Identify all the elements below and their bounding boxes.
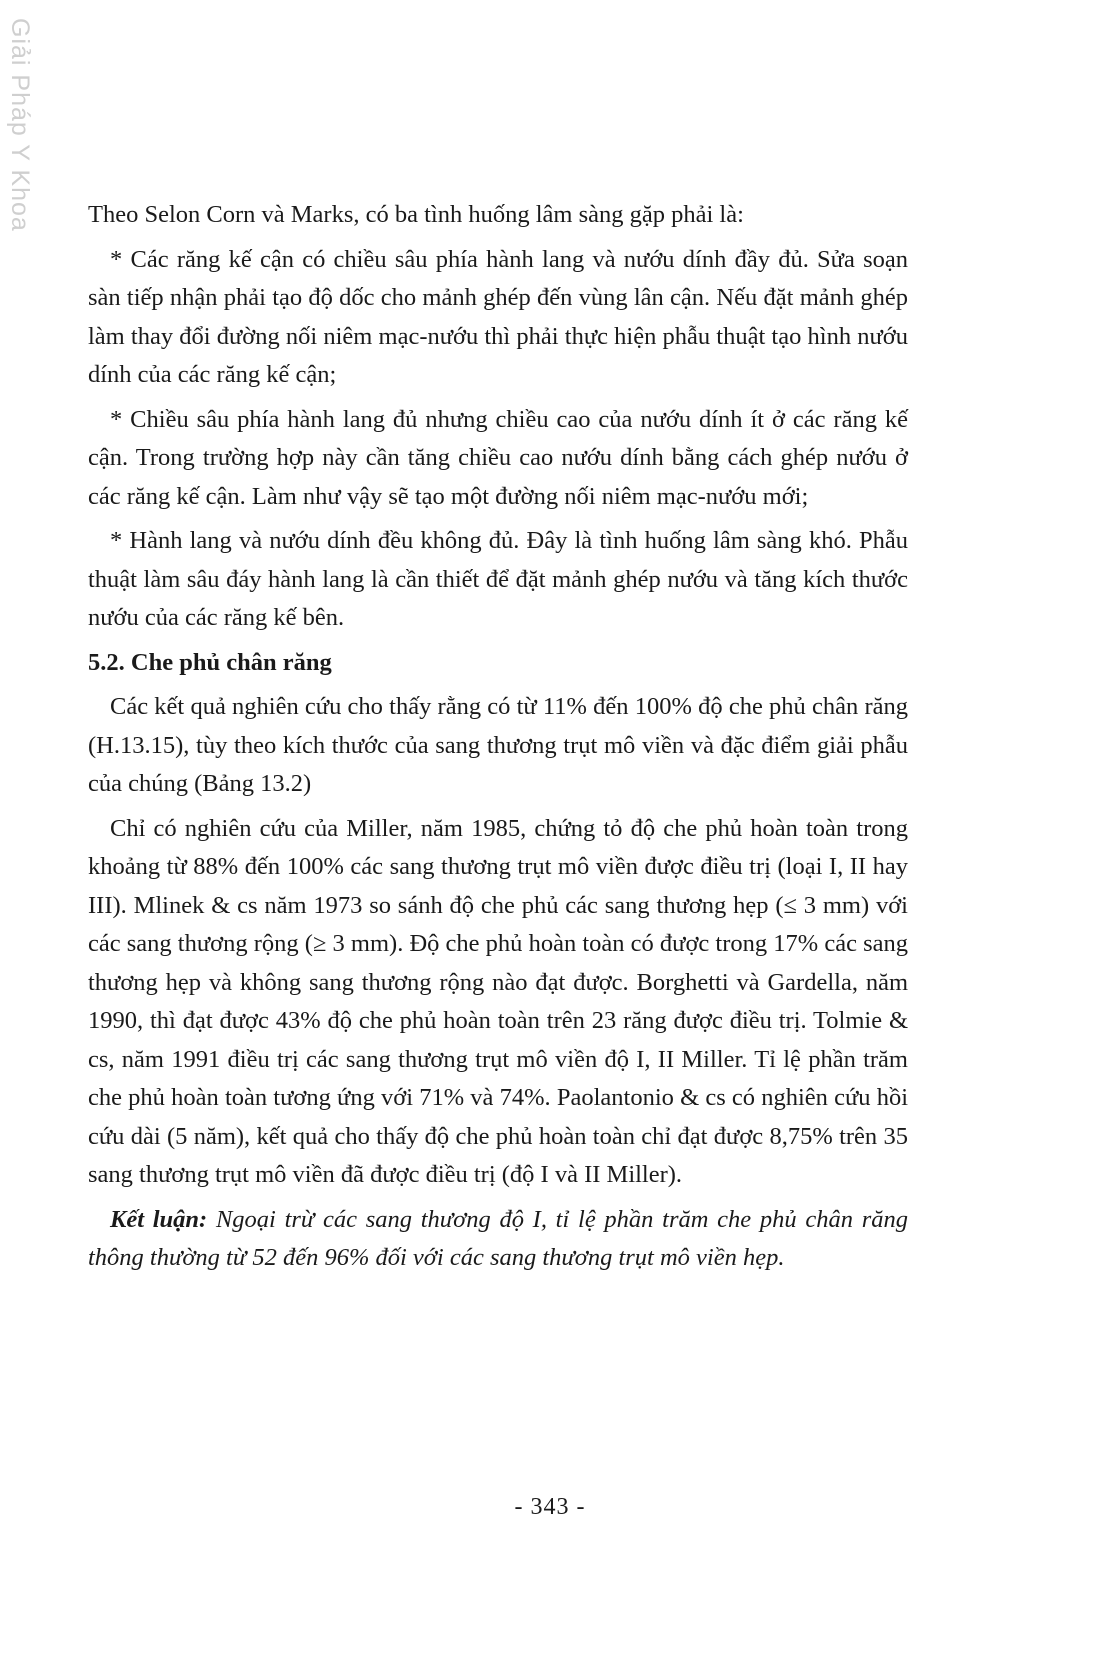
intro-paragraph: Theo Selon Corn và Marks, có ba tình huống lâm sàng gặp phải là: (88, 201, 744, 228)
list-item: * Chiều sâu phía hành lang đủ nhưng chiều cao của nướu dính ít ở các răng kế cận. Trong trường hợp này cần tăng chiều cao nướu dính bằng cách ghép nướu ở các răng kế cận. Làm như vậy sẽ tạo một đường nối niêm mạc-nướu mới; (88, 405, 908, 510)
conclusion-label: Kết luận: (110, 1205, 208, 1233)
body-paragraph: Chỉ có nghiên cứu của Miller, năm 1985, chứng tỏ độ che phủ hoàn toàn trong khoảng từ 88% đến 100% các sang thương trụt mô viền được điều trị (loại I, II hay III). Mlinek & cs năm 1973 so sánh độ che phủ các sang thương hẹp (≤ 3 mm) với các sang thương rộng (≥ 3 mm). Độ che phủ hoàn toàn có được trong 17% các sang thương hẹp và không sang thương rộng nào đạt được. Borghetti và Gardella, năm 1990, thì đạt được 43% độ che phủ hoàn toàn trên 23 răng được điều trị. Tolmie & cs, năm 1991 điều trị các sang thương trụt mô viền độ I, II Miller. Tỉ lệ phần trăm che phủ hoàn toàn tương ứng với 71% và 74%. Paolantonio & cs có nghiên cứu hồi cứu dài (5 năm), kết quả cho thấy độ che phủ hoàn toàn chỉ đạt được 8,75% trên 35 sang thương trụt mô viền đã được điều trị (độ I và II Miller). (88, 814, 908, 1188)
conclusion-text: Ngoại trừ các sang thương độ I, tỉ lệ phần trăm che phủ chân răng thông thường từ 52 đến 96% đối với các sang thương trụt mô viền hẹp. (88, 1205, 908, 1271)
body-paragraph: Các kết quả nghiên cứu cho thấy rằng có từ 11% đến 100% độ che phủ chân răng (H.13.15), tùy theo kích thước của sang thương trụt mô viền và đặc điểm giải phẫu của chúng (Bảng 13.2) (88, 693, 908, 797)
section-heading: 5.2. Che phủ chân răng (88, 648, 332, 676)
conclusion-paragraph (88, 1201, 908, 1278)
page-number: - 343 - (514, 1494, 586, 1520)
watermark: Giải Pháp Y Khoa (6, 18, 34, 232)
list-item: * Các răng kế cận có chiều sâu phía hành lang và nướu dính đầy đủ. Sửa soạn sàn tiếp nhận phải tạo độ dốc cho mảnh ghép đến vùng lân cận. Nếu đặt mảnh ghép làm thay đổi đường nối niêm mạc-nướu thì phải thực hiện phẫu thuật tạo hình nướu dính của các răng kế cận; (88, 245, 908, 388)
page-body (88, 196, 908, 1284)
list-item: * Hành lang và nướu dính đều không đủ. Đây là tình huống lâm sàng khó. Phẫu thuật làm sâu đáy hành lang là cần thiết để đặt mảnh ghép nướu và tăng kích thước nướu của các răng kế bên. (88, 527, 908, 631)
